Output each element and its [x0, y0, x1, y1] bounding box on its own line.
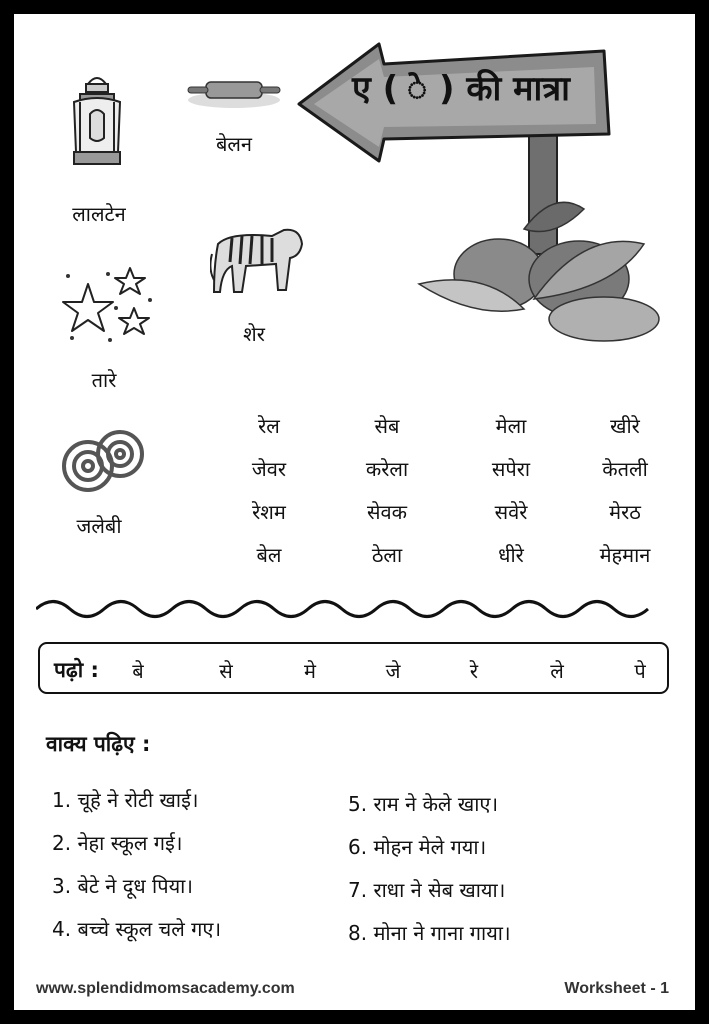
syllable: मे [304, 659, 316, 683]
stars-icon [58, 264, 158, 344]
sentence: 7. राधा ने सेब खाया। [348, 878, 506, 902]
word: बेल [256, 543, 282, 567]
lantern-icon [66, 72, 128, 172]
footer-website: www.splendidmomsacademy.com [36, 980, 295, 997]
syllable: ले [550, 659, 564, 683]
rolling-pin-icon [184, 76, 284, 110]
label-stars: तारे [91, 368, 117, 392]
jalebi-icon [54, 426, 150, 496]
sentence: 4. बच्चे स्कूल चले गए। [52, 917, 222, 941]
syllable: रे [469, 659, 479, 683]
word: केतली [602, 457, 648, 481]
word: रेशम [252, 500, 286, 524]
page-title: ए ( े ) की मात्रा [352, 69, 570, 109]
footer-worksheet: Worksheet - 1 [564, 980, 669, 997]
sentence: 3. बेटे ने दूध पिया। [52, 874, 193, 898]
word: मेरठ [609, 500, 641, 524]
word: धीरे [498, 543, 524, 567]
word: मेहमान [599, 543, 651, 567]
syllable: जे [385, 659, 401, 683]
word: ठेला [371, 543, 403, 567]
tiger-icon [210, 214, 306, 296]
word: जेवर [251, 457, 287, 481]
label-jalebi: जलेबी [76, 514, 122, 538]
worksheet-page [14, 14, 695, 1010]
word: मेला [495, 414, 527, 438]
label-tiger: शेर [243, 322, 265, 346]
sentence: 6. मोहन मेले गया। [348, 835, 487, 859]
read-box [38, 642, 669, 694]
syllable: बे [132, 659, 144, 683]
word: सपेरा [491, 457, 531, 481]
sentence: 2. नेहा स्कूल गई। [52, 831, 183, 855]
label-lantern: लालटेन [72, 202, 126, 226]
sentence: 5. राम ने केले खाए। [348, 792, 499, 816]
word: सेवक [367, 500, 407, 524]
word: सेब [374, 414, 400, 438]
label-rolling-pin: बेलन [215, 132, 253, 156]
word: सवेरे [494, 500, 528, 524]
sentence: 8. मोना ने गाना गाया। [348, 921, 511, 945]
wavy-divider [36, 592, 672, 626]
sentences-heading: वाक्य पढ़िए : [46, 732, 151, 756]
word: करेला [365, 457, 409, 481]
syllable: से [219, 659, 233, 683]
syllable: पे [634, 659, 646, 683]
read-label: पढ़ो : [54, 658, 99, 682]
sentence: 1. चूहे ने रोटी खाई। [52, 788, 199, 812]
word: रेल [258, 414, 280, 438]
word: खीरे [610, 414, 640, 438]
